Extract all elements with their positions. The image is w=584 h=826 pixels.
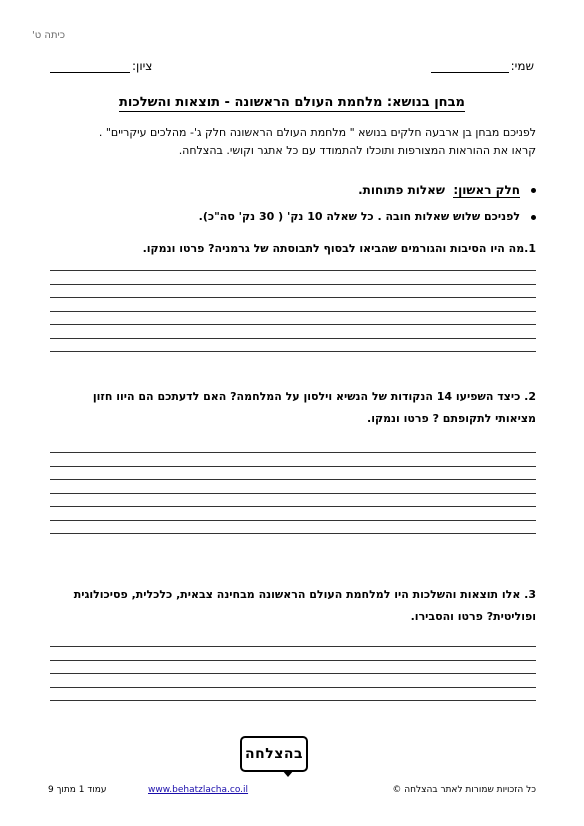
answer-line[interactable] <box>50 506 536 507</box>
question-1: 1.מה היו הסיבות והגורמים שהביאו לבסוף לתבוסתה של גרמניה? פרטו ונמקו. <box>142 242 536 255</box>
answer-line[interactable] <box>50 673 536 674</box>
bullet-icon <box>531 188 536 193</box>
answer-line[interactable] <box>50 297 536 298</box>
copyright-text: כל הזכויות שמורות לאתר בהצלחה © <box>392 785 536 795</box>
answer-line[interactable] <box>50 646 536 647</box>
answer-line[interactable] <box>50 351 536 352</box>
grade-level-label: כיתה ט' <box>32 30 66 41</box>
answer-line[interactable] <box>50 479 536 480</box>
question-2: 2. כיצד השפיעו 14 הנקודות של הנשיא וילסון על המלחמה? האם לדעתכם הם היוו חזון מציאותי לתקופתם ? פרטו ונמקו. <box>92 390 536 425</box>
answer-lines-2[interactable] <box>50 452 536 547</box>
page-number: עמוד 1 מתוך 9 <box>48 785 107 795</box>
answer-line[interactable] <box>50 324 536 325</box>
instructions-text: לפניכם שלוש שאלות חובה . כל שאלה 10 נק' ( 30 נק' סה"כ). <box>198 210 520 223</box>
intro-line: קראו את ההוראות המצורפות ותוכלו להתמודד עם כל אתגר וקושי. בהצלחה. <box>178 144 536 157</box>
behatzlacha-logo <box>240 736 308 772</box>
score-field <box>50 59 152 73</box>
bullet-icon <box>531 215 536 220</box>
answer-line[interactable] <box>50 338 536 339</box>
answer-line[interactable] <box>50 284 536 285</box>
answer-line[interactable] <box>50 687 536 688</box>
score-blank[interactable] <box>50 59 130 73</box>
exam-title <box>0 95 584 110</box>
answer-line[interactable] <box>50 660 536 661</box>
student-name-field <box>431 59 534 73</box>
instructions-bullet <box>40 210 536 224</box>
intro-line: לפניכם מבחן בן ארבעה חלקים בנושא " מלחמת העולם הראשונה חלק ג'- מהלכים עיקריים" . <box>98 126 536 139</box>
logo-text: בהצלחה <box>245 746 304 762</box>
answer-line[interactable] <box>50 270 536 271</box>
question-3: 3. אלו תוצאות והשלכות היו למלחמת העולם הראשונה מבחינה צבאית, כלכלית, פסיכולוגית ופוליטית? פרטו והסבירו. <box>73 588 536 623</box>
website-link[interactable]: www.behatzlacha.co.il <box>148 785 249 795</box>
answer-line[interactable] <box>50 466 536 467</box>
name-label: שמי: <box>510 59 534 73</box>
answer-line[interactable] <box>50 700 536 701</box>
exam-intro <box>40 124 536 160</box>
answer-line[interactable] <box>50 493 536 494</box>
speech-bubble-tail-icon <box>282 770 294 777</box>
part-description: שאלות פתוחות. <box>358 183 446 197</box>
header-fields <box>50 59 534 79</box>
part-label: חלק ראשון: <box>453 183 520 197</box>
name-blank[interactable] <box>431 59 509 73</box>
page-footer <box>48 785 536 799</box>
answer-lines-1[interactable] <box>50 270 536 365</box>
exam-title-text: מבחן בנושא: מלחמת העולם הראשונה - תוצאות והשלכות <box>119 95 465 110</box>
answer-line[interactable] <box>50 452 536 453</box>
score-label: ציון: <box>132 59 153 73</box>
part-bullets <box>40 183 536 236</box>
part-heading-bullet <box>40 183 536 198</box>
answer-line[interactable] <box>50 311 536 312</box>
answer-line[interactable] <box>50 533 536 534</box>
answer-lines-3[interactable] <box>50 646 536 714</box>
answer-line[interactable] <box>50 520 536 521</box>
